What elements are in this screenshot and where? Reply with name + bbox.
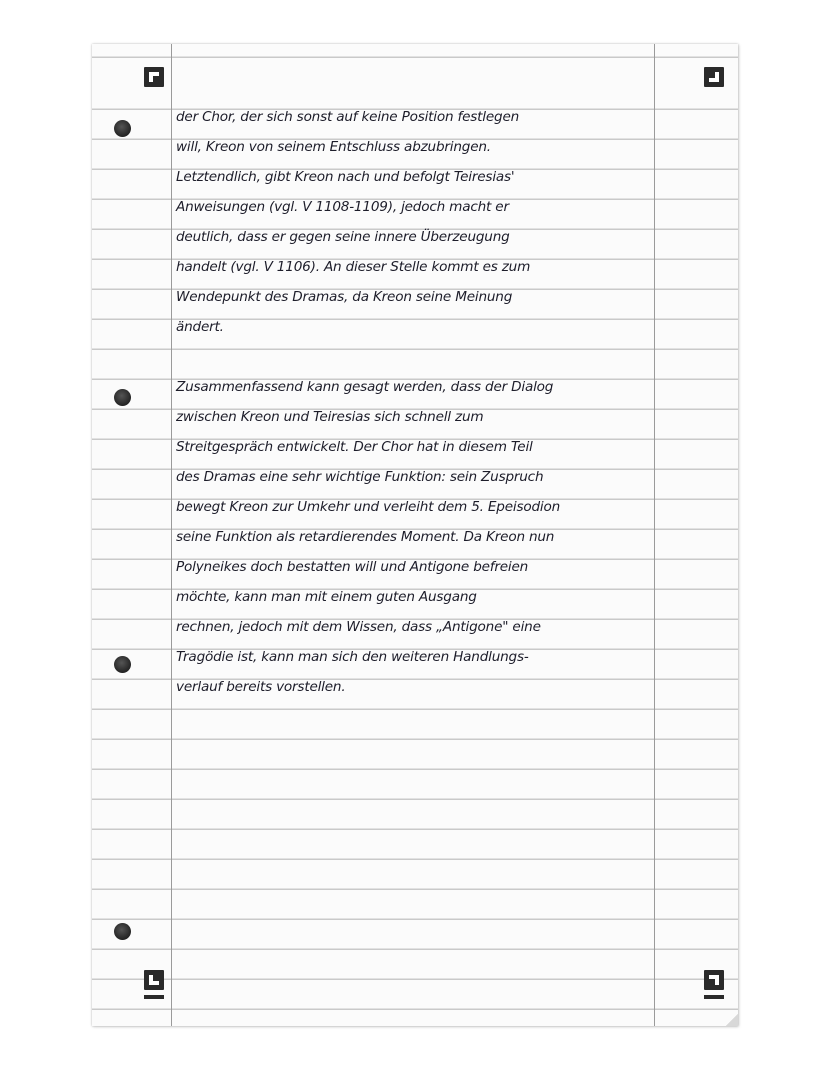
text-line: Letztendlich, gibt Kreon nach und befolgt Teiresias' <box>176 169 515 185</box>
punch-hole <box>114 120 131 137</box>
text-line: zwischen Kreon und Teiresias sich schnell zum <box>176 409 484 425</box>
corner-mark-icon <box>704 970 724 990</box>
text-line: Anweisungen (vgl. V 1108-1109), jedoch macht er <box>176 199 509 215</box>
text-line: bewegt Kreon zur Umkehr und verleiht dem 5. Epeisodion <box>176 499 560 515</box>
text-line: verlauf bereits vorstellen. <box>176 679 346 695</box>
text-line: des Dramas eine sehr wichtige Funktion: sein Zuspruch <box>176 469 544 485</box>
punch-hole <box>114 923 131 940</box>
paragraph-2 <box>172 380 672 710</box>
text-line: Polyneikes doch bestatten will und Antigone befreien <box>176 559 529 575</box>
text-line: ändert. <box>176 319 224 335</box>
text-line: möchte, kann man mit einem guten Ausgang <box>176 589 477 605</box>
text-line: deutlich, dass er gegen seine innere Überzeugung <box>176 229 510 245</box>
text-line: Tragödie ist, kann man sich den weiteren Handlungs- <box>176 649 529 665</box>
corner-mark-icon <box>144 970 164 990</box>
notebook-page <box>92 44 738 1026</box>
corner-mark-icon <box>704 67 724 87</box>
text-line: rechnen, jedoch mit dem Wissen, dass „Antigone" eine <box>176 619 541 635</box>
text-line: handelt (vgl. V 1106). An dieser Stelle kommt es zum <box>176 259 531 275</box>
text-line: Wendepunkt des Dramas, da Kreon seine Meinung <box>176 289 513 305</box>
punch-hole <box>114 656 131 673</box>
text-line: seine Funktion als retardierendes Moment. Da Kreon nun <box>176 529 555 545</box>
text-line: Zusammenfassend kann gesagt werden, dass der Dialog <box>176 379 554 395</box>
punch-hole <box>114 389 131 406</box>
text-line: der Chor, der sich sonst auf keine Position festlegen <box>176 109 520 125</box>
text-line: Streitgespräch entwickelt. Der Chor hat in diesem Teil <box>176 439 533 455</box>
text-line: will, Kreon von seinem Entschluss abzubringen. <box>176 139 491 155</box>
corner-mark-icon <box>144 67 164 87</box>
paragraph-1 <box>172 110 672 350</box>
